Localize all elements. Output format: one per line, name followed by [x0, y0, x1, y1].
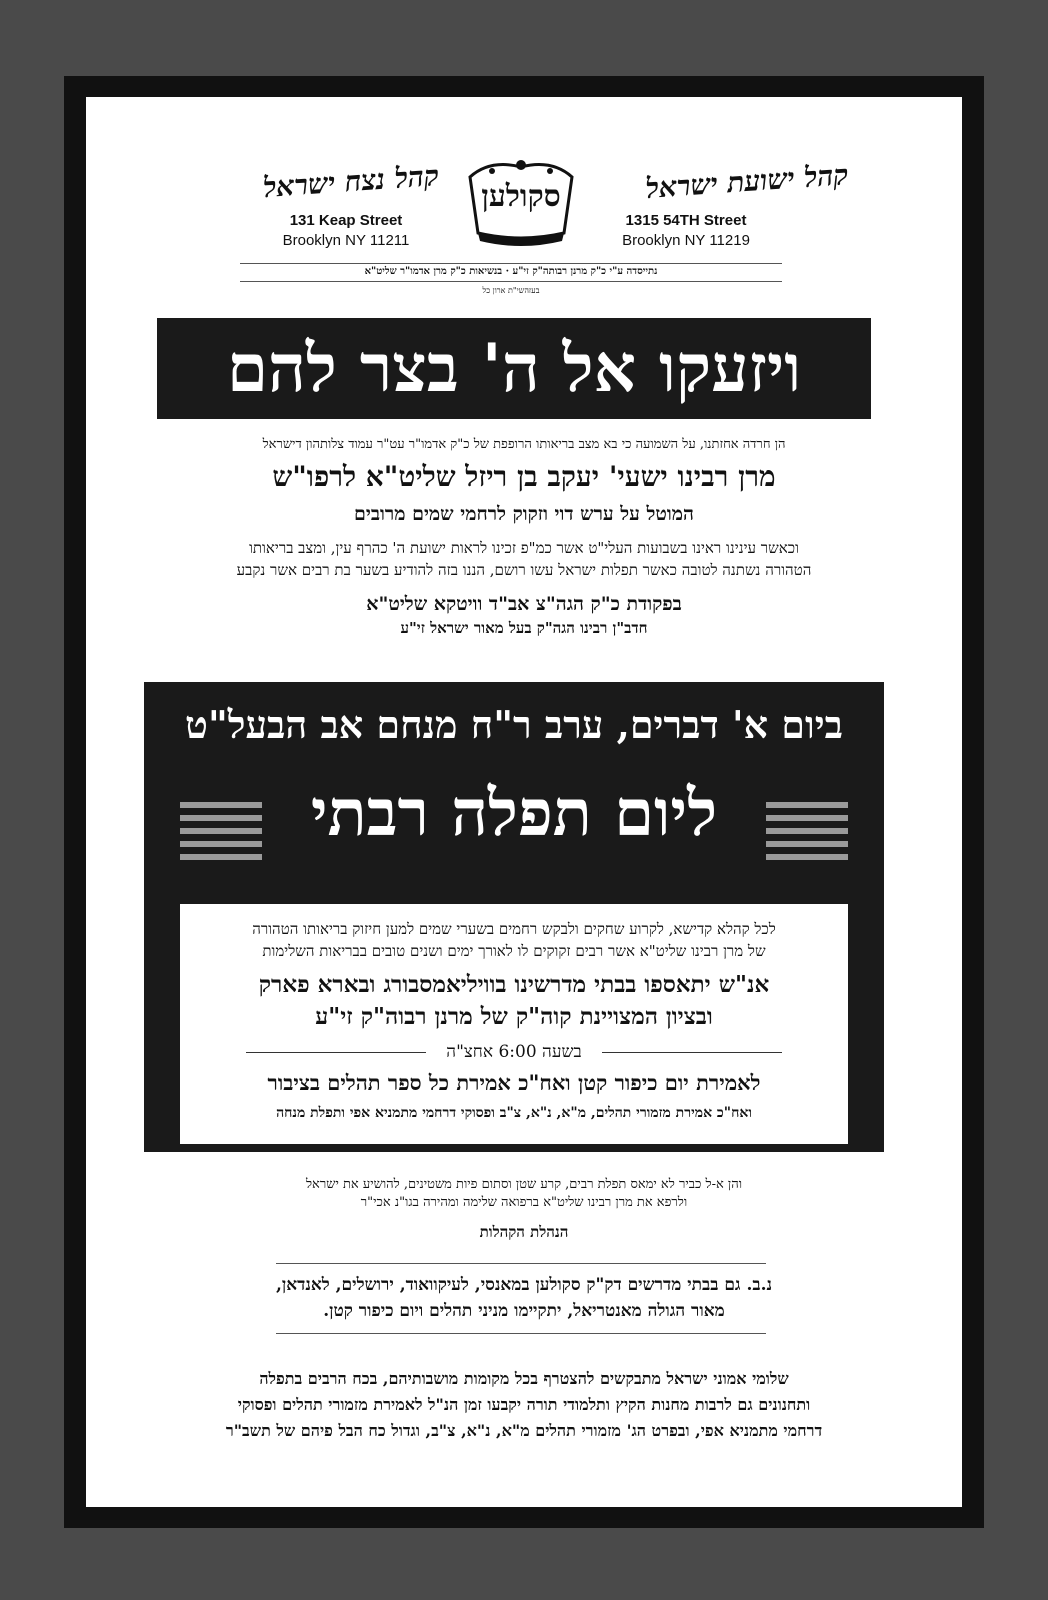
- stripe-right-3: [766, 828, 848, 834]
- stripe-right-5: [766, 854, 848, 860]
- time-line: בשעה 6:00 אחצ"ה: [446, 1042, 582, 1062]
- footer-line-3: דרחמי מתמניא אפי, ובפרט הג' מזמורי תהלים מ"א, נ"א, צ"ב, וגדול כח הבל פיהם של תשב"ר: [225, 1421, 823, 1440]
- stripe-right-4: [766, 841, 848, 847]
- right-kehila-street: 1315 54TH Street: [625, 212, 747, 229]
- right-kehila-city: Brooklyn NY 11219: [622, 232, 750, 249]
- time-rule-right: [602, 1052, 782, 1053]
- nb-line-1: נ.ב. גם בבתי מדרשים דק"ק סקולען במאנסי, לעיקוואוד, ירושלים, לאנדאן,: [275, 1275, 773, 1295]
- signature: הנהלת הקהלות: [479, 1223, 569, 1241]
- order-line-2: חדב"ן רבינו הגה"ק בעל מאור ישראל זי"ע: [400, 619, 648, 637]
- inner-line-1: לכל קהלא קדישא, לקרוע שחקים ולבקש רחמים בשערי שמים למען חיזוק בריאותו הטהורה: [252, 920, 776, 938]
- after-line: ואח"כ אמירת מזמורי תהלים, מ"א, נ"א, צ"ב ופסוקי דרחמי מתמניא אפי ותפלת מנחה: [276, 1105, 752, 1121]
- gather-line-1: אנ"ש יתאספו בבתי מדרשינו בוויליאמסבורג ובארא פארק: [258, 971, 770, 998]
- founding-line: נתייסדה ע"י כ"ק מרנן רבותה"ק זי"ע · בנשיאות כ"ק מרן אדמו"ר שליט"א: [364, 266, 658, 277]
- need-line: המוטל על ערש דוי וזקוק לרחמי שמים מרובים: [354, 503, 694, 525]
- stripe-left-5: [180, 854, 262, 860]
- time-rule-left: [246, 1052, 426, 1053]
- closing-line-1: והן א-ל כביר לא ימאס תפלת רבים, קרע שטן וסתום פיות משטינים, להושיע את ישראל: [305, 1177, 743, 1192]
- nb-rule-top: [276, 1263, 766, 1264]
- left-kehila-street: 131 Keap Street: [289, 212, 403, 229]
- stripe-left-3: [180, 828, 262, 834]
- order-line-1: בפקודת כ"ק הגה"צ אב"ד וויטקא שליט"א: [366, 593, 682, 615]
- para-line-2: הטהורה נשתנה לטובה כאשר תפלות ישראל עשו רושם, הננו בזה להודיע בשער בת רבים אשר נקבע: [236, 561, 812, 579]
- event-title: ליום תפלה רבתי: [310, 776, 718, 851]
- closing-line-2: ולרפא את מרן רבינו שליט"א ברפואה שלימה ומהירה בגו"נ אכי"ר: [360, 1195, 688, 1210]
- rebbe-name: מרן רבינו ישעי' יעקב בן ריזל שליט"א לרפו"ש: [272, 460, 776, 493]
- event-box: [144, 682, 884, 1152]
- crown-text: סקולען: [481, 179, 561, 214]
- nb-rule-bottom: [276, 1333, 766, 1334]
- footer-line-1: שלומי אמוני ישראל מתבקשים להצטרף בכל מקומות מושבותיהם, בכח הרבים בתפלה: [259, 1369, 789, 1388]
- poster: [86, 97, 962, 1507]
- stripe-left-2: [180, 815, 262, 821]
- footer-line-2: ותחנונים גם לרבות מחנות הקיץ ותלמודי תורה יקבעו זמן הנ"ל לאמירת מזמורי תהלים ופסוקי: [237, 1395, 811, 1414]
- inner-line-2: של מרן רבינו שליט"א אשר רבים זקוקים לו לאורך ימים ושנים טובים בבריאות השלימות: [262, 942, 766, 960]
- headline: ויזעקו אל ה' בצר להם: [226, 329, 802, 407]
- intro-line: הן חרדה אחזתנו, על השמועה כי בא מצב בריאותו הרופפת של כ"ק אדמו"ר עט"ר עמוד צלותהון דישראל: [262, 437, 786, 452]
- inner-box: [180, 904, 848, 1144]
- left-kehila-name: קהל נצח ישראל: [262, 158, 440, 205]
- small-line: בעזהשי"ת ארון כל: [482, 286, 540, 295]
- stripe-left-1: [180, 802, 262, 808]
- headline-band: [157, 318, 871, 419]
- stripe-right-1: [766, 802, 848, 808]
- nb-line-2: מאור הגולה מאנטריאל, יתקיימו מניני תהלים ויום כיפור קטן.: [323, 1301, 725, 1321]
- header-rule-top: [240, 263, 782, 264]
- header-rule-bottom: [240, 281, 782, 282]
- stripe-left-4: [180, 841, 262, 847]
- left-kehila-city: Brooklyn NY 11211: [282, 232, 410, 249]
- right-kehila-name: קהל ישועת ישראל: [644, 157, 850, 206]
- date-line: ביום א' דברים, ערב ר"ח מנחם אב הבעל"ט: [185, 702, 843, 747]
- stripe-right-2: [766, 815, 848, 821]
- recite-line: לאמירת יום כיפור קטן ואח"כ אמירת כל ספר תהלים בציבור: [267, 1070, 761, 1095]
- para-line-1: וכאשר עינינו ראינו בשבועות העלי"ט אשר כמ"פ זכינו לראות ישועת ה' כהרף עין, ומצב בריאותו: [249, 539, 799, 557]
- gather-line-2: ובציון המצויינת קוה"ק של מרנן רבוה"ק זי"ע: [315, 1003, 713, 1030]
